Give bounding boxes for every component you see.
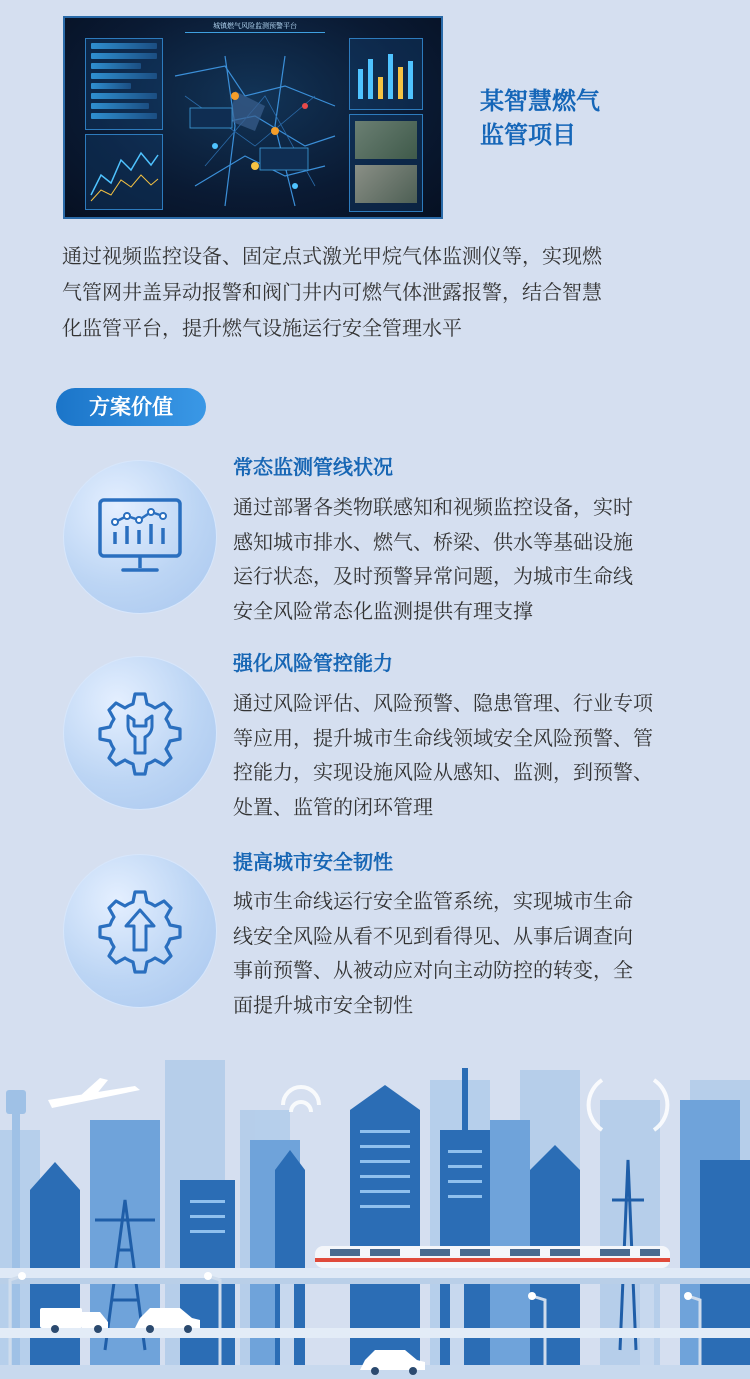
section-badge: 方案价值 [56,388,206,426]
project-title-line1: 某智慧燃气 [480,87,600,115]
feature-line: 控能力，实现设施风险从感知、监测，到预警、 [233,760,653,784]
feature-description [233,884,703,1022]
dashboard-title: 城镇燃气风险监测预警平台 [185,20,325,33]
feature-line: 感知城市排水、燃气、桥梁、供水等基础设施 [233,529,633,554]
description-line: 化监管平台，提升燃气设施运行安全管理水平 [62,316,462,340]
feature-title: 强化风险管控能力 [233,651,393,675]
dashboard-video-panel [349,114,423,212]
feature-line: 线安全风险从看不见到看得见、从事后调查向 [233,923,633,948]
monitor-chart-icon [95,492,185,582]
feature-icon-circle [63,656,217,810]
feature-line: 处置、监管的闭环管理 [233,794,433,819]
city-skyline-illustration [0,1050,750,1379]
platform-dashboard-image [63,16,443,219]
feature-title: 常态监测管线状况 [233,455,393,479]
feature-line: 运行状态，及时预警异常问题，为城市生命线 [233,564,633,588]
project-title [480,84,660,152]
feature-icon-circle [63,460,217,614]
feature-title: 提高城市安全韧性 [233,850,393,874]
feature-line: 等应用，提升城市生命线领域安全风险预警、管 [233,725,653,750]
feature-description [233,490,703,628]
description-line: 气管网井盖异动报警和阀门井内可燃气体泄露报警，结合智慧 [62,280,602,304]
feature-line: 通过风险评估、风险预警、隐患管理、行业专项 [233,691,653,715]
feature-line: 面提升城市安全韧性 [233,992,413,1017]
project-description [62,238,692,346]
dashboard-left-panel [85,38,163,130]
feature-line: 安全风险常态化监测提供有理支撑 [233,598,533,623]
description-line: 通过视频监控设备、固定点式激光甲烷气体监测仪等，实现燃 [62,244,602,268]
gear-arrow-up-icon [95,886,185,976]
feature-icon-circle [63,854,217,1008]
feature-line: 城市生命线运行安全监管系统，实现城市生命 [233,889,633,913]
feature-line: 事前预警、从被动应对向主动防控的转变，全 [233,958,633,982]
gear-wrench-icon [95,688,185,778]
dashboard-right-panel [349,38,423,110]
dashboard-left-chart [85,134,163,210]
feature-description [233,686,703,824]
project-title-line2: 监管项目 [480,121,576,149]
feature-line: 通过部署各类物联感知和视频监控设备，实时 [233,495,633,519]
dashboard-map [165,36,345,216]
